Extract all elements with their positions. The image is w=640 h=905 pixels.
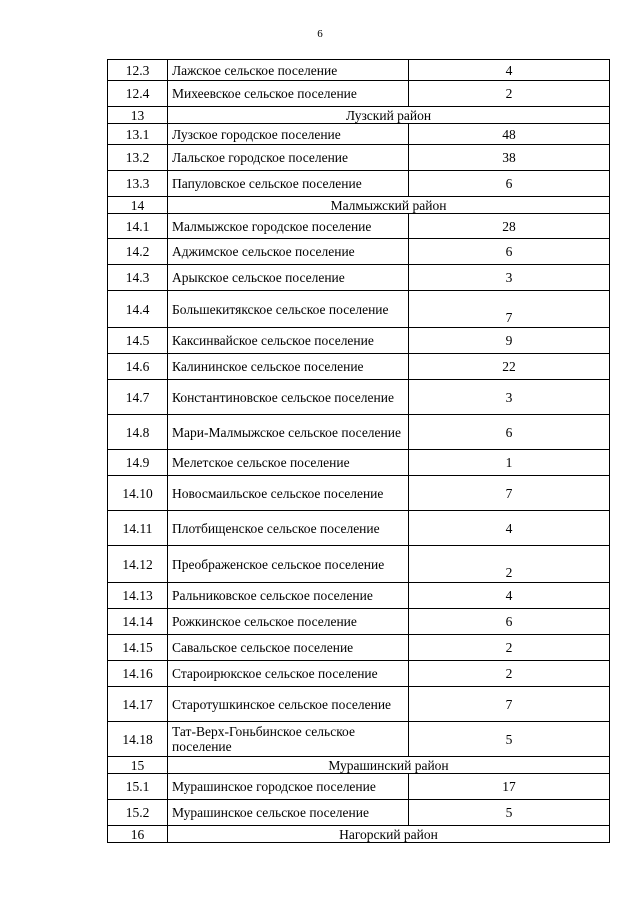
settlement-name: Арыкское сельское поселение xyxy=(168,265,409,291)
settlement-value: 48 xyxy=(409,124,610,145)
settlement-value: 2 xyxy=(409,546,610,583)
settlement-name: Константиновское сельское поселение xyxy=(168,380,409,415)
settlement-name: Большекитякское сельское поселение xyxy=(168,291,409,328)
district-name: Нагорский район xyxy=(168,826,610,843)
row-number: 15.2 xyxy=(108,800,168,826)
settlement-name: Мурашинское сельское поселение xyxy=(168,800,409,826)
district-row xyxy=(108,107,610,124)
settlement-name: Старотушкинское сельское поселение xyxy=(168,687,409,722)
row-number: 13 xyxy=(108,107,168,124)
settlement-name: Новосмаильское сельское поселение xyxy=(168,476,409,511)
row-number: 14 xyxy=(108,197,168,214)
settlement-name: Каксинвайское сельское поселение xyxy=(168,328,409,354)
settlement-value: 6 xyxy=(409,415,610,450)
settlement-name: Лажское сельское поселение xyxy=(168,60,409,81)
district-row xyxy=(108,826,610,843)
table-row xyxy=(108,609,610,635)
settlement-value: 5 xyxy=(409,800,610,826)
row-number: 12.4 xyxy=(108,81,168,107)
settlement-value: 7 xyxy=(409,291,610,328)
settlement-value: 2 xyxy=(409,661,610,687)
settlement-name: Малмыжское городское поселение xyxy=(168,214,409,239)
settlement-value: 3 xyxy=(409,265,610,291)
settlement-value: 28 xyxy=(409,214,610,239)
settlement-name: Мурашинское городское поселение xyxy=(168,774,409,800)
settlement-value: 4 xyxy=(409,511,610,546)
table-row xyxy=(108,546,610,583)
row-number: 14.18 xyxy=(108,722,168,757)
settlement-name: Преображенское сельское поселение xyxy=(168,546,409,583)
table-row xyxy=(108,328,610,354)
table-row xyxy=(108,800,610,826)
table-row xyxy=(108,511,610,546)
table-row xyxy=(108,415,610,450)
settlement-value: 4 xyxy=(409,60,610,81)
row-number: 15 xyxy=(108,757,168,774)
table-row xyxy=(108,60,610,81)
row-number: 16 xyxy=(108,826,168,843)
table-row xyxy=(108,124,610,145)
settlement-name: Плотбищенское сельское поселение xyxy=(168,511,409,546)
settlement-value: 17 xyxy=(409,774,610,800)
table-row xyxy=(108,380,610,415)
settlement-name: Мари-Малмыжское сельское поселение xyxy=(168,415,409,450)
table-row xyxy=(108,354,610,380)
district-row xyxy=(108,197,610,214)
row-number: 13.1 xyxy=(108,124,168,145)
settlement-value: 7 xyxy=(409,476,610,511)
settlement-name: Михеевское сельское поселение xyxy=(168,81,409,107)
row-number: 14.2 xyxy=(108,239,168,265)
table-row xyxy=(108,265,610,291)
settlement-value: 3 xyxy=(409,380,610,415)
row-number: 13.3 xyxy=(108,171,168,197)
settlement-value: 38 xyxy=(409,145,610,171)
settlement-name: Калининское сельское поселение xyxy=(168,354,409,380)
settlement-name: Лальское городское поселение xyxy=(168,145,409,171)
row-number: 14.5 xyxy=(108,328,168,354)
table-row xyxy=(108,722,610,757)
row-number: 14.9 xyxy=(108,450,168,476)
row-number: 14.10 xyxy=(108,476,168,511)
table-row xyxy=(108,661,610,687)
table-row xyxy=(108,583,610,609)
row-number: 14.7 xyxy=(108,380,168,415)
row-number: 13.2 xyxy=(108,145,168,171)
row-number: 14.17 xyxy=(108,687,168,722)
settlement-name: Староирюкское сельское поселение xyxy=(168,661,409,687)
settlement-value: 1 xyxy=(409,450,610,476)
table-row xyxy=(108,239,610,265)
table-row xyxy=(108,291,610,328)
settlement-name: Ральниковское сельское поселение xyxy=(168,583,409,609)
row-number: 14.1 xyxy=(108,214,168,239)
table-row xyxy=(108,774,610,800)
district-name: Мурашинский район xyxy=(168,757,610,774)
table-row xyxy=(108,171,610,197)
settlement-name: Рожкинское сельское поселение xyxy=(168,609,409,635)
table-row xyxy=(108,145,610,171)
settlements-table xyxy=(107,59,610,843)
row-number: 14.6 xyxy=(108,354,168,380)
row-number: 14.14 xyxy=(108,609,168,635)
row-number: 14.11 xyxy=(108,511,168,546)
settlement-name: Аджимское сельское поселение xyxy=(168,239,409,265)
settlement-value: 22 xyxy=(409,354,610,380)
table-row xyxy=(108,81,610,107)
table-row xyxy=(108,450,610,476)
settlement-value: 5 xyxy=(409,722,610,757)
table-row xyxy=(108,214,610,239)
settlement-value: 7 xyxy=(409,687,610,722)
row-number: 15.1 xyxy=(108,774,168,800)
table-row xyxy=(108,635,610,661)
settlement-name: Савальское сельское поселение xyxy=(168,635,409,661)
row-number: 14.16 xyxy=(108,661,168,687)
district-name: Лузский район xyxy=(168,107,610,124)
row-number: 14.4 xyxy=(108,291,168,328)
row-number: 14.15 xyxy=(108,635,168,661)
table-row xyxy=(108,687,610,722)
district-row xyxy=(108,757,610,774)
settlement-name: Лузское городское поселение xyxy=(168,124,409,145)
settlement-value: 4 xyxy=(409,583,610,609)
row-number: 14.13 xyxy=(108,583,168,609)
settlement-value: 9 xyxy=(409,328,610,354)
settlement-value: 6 xyxy=(409,239,610,265)
table-row xyxy=(108,476,610,511)
settlement-name: Папуловское сельское поселение xyxy=(168,171,409,197)
settlement-value: 6 xyxy=(409,171,610,197)
row-number: 14.3 xyxy=(108,265,168,291)
settlement-name: Тат-Верх-Гоньбинское сельское поселение xyxy=(168,722,409,757)
settlement-name: Мелетское сельское поселение xyxy=(168,450,409,476)
page-number: 6 xyxy=(317,28,323,40)
row-number: 14.12 xyxy=(108,546,168,583)
settlement-value: 6 xyxy=(409,609,610,635)
settlement-value: 2 xyxy=(409,81,610,107)
settlement-value: 2 xyxy=(409,635,610,661)
district-name: Малмыжский район xyxy=(168,197,610,214)
row-number: 14.8 xyxy=(108,415,168,450)
row-number: 12.3 xyxy=(108,60,168,81)
